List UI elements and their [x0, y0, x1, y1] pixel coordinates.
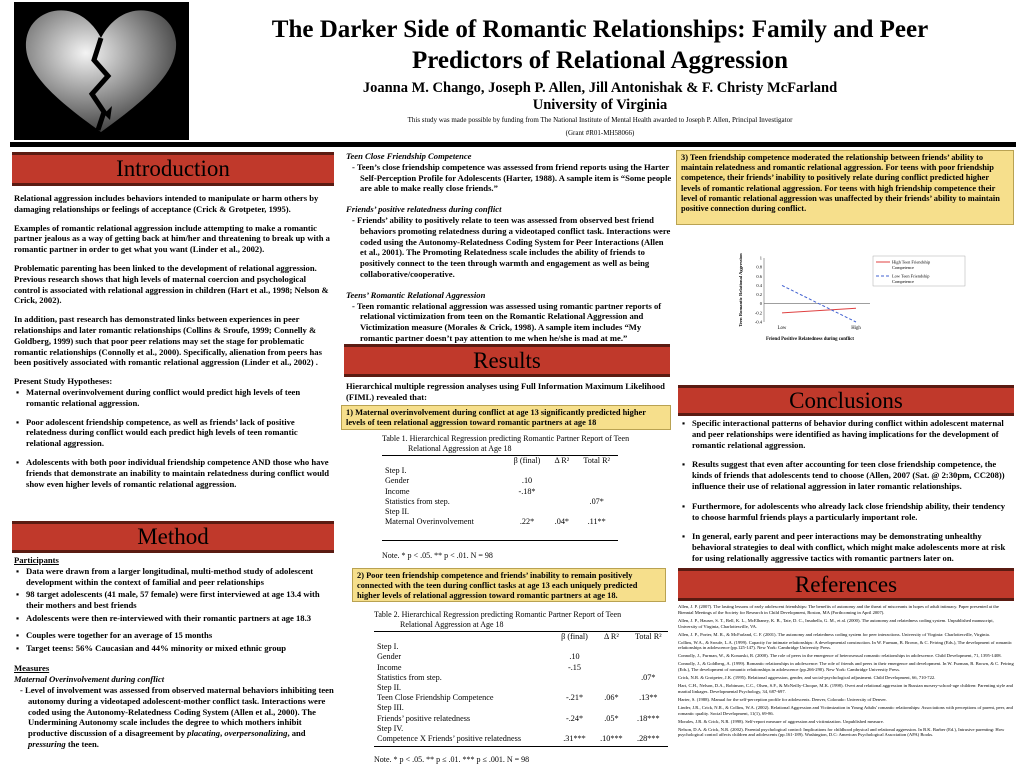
reference-item: Connolly, J., & Goldberg, A. (1999). Romantic relationships in adolescence: The role of friends and peers in their emergence and development. In W. Furman, B. Brown, & C. Feiring (Eds.), The development of romantic relationships in adolescence (pp.266-290). New York: Cambridge University Press.	[678, 661, 1014, 673]
table-row: Income -.15	[377, 662, 581, 672]
list-item: ▪ Target teens: 56% Caucasian and 44% minority or mixed ethnic group	[14, 643, 336, 654]
measure-description: - Level of involvement was assessed from observed maternal behaviors inhibiting teen autonomy during a videotaped adolescent-mother conflict task. Interactions were coded using the Autonomy-Relatedness Coding System (Allen et al., 2000). The Undermining Autonomy scale includes the degree to which mothers inhibit productive discussion of a disagreement by placating, overpersonalizing, and pressuring the teen.	[20, 684, 334, 749]
list-item: ▪ Specific interactional patterns of behavior during conflict within adolescent maternal and peer relationships were identified as having implications for the development of romantic relational aggression.	[680, 418, 1014, 450]
list-item: ▪ Poor adolescent friendship competence, as well as friends’ lack of positive relatedness during conflict would each predict high levels of teen romantic relational aggression.	[14, 417, 334, 449]
reference-item: Harter, S. (1988). Manual for the self-perception profile for adolescents. Denver, Colorado: University of Denver.	[678, 696, 887, 702]
measure-title: Friends’ positive relatedness during conflict	[346, 204, 502, 215]
table-2	[374, 632, 668, 744]
results-intro: Hierarchical multiple regression analyses using Full Information Maximum Likelihood (FIML) revealed that:	[346, 381, 665, 402]
table-row: Statistics from step. .07*	[385, 496, 604, 506]
table-row: Gender .10	[377, 652, 580, 662]
y-tick-label: -0.4	[754, 319, 762, 325]
table-row: Competence X Friends’ positive relatedness .31*** .10*** .28***	[377, 734, 660, 744]
conclusions-heading: Conclusions	[678, 385, 1014, 416]
measures-heading: Measures	[14, 663, 50, 674]
table-row: Step I.	[377, 642, 399, 652]
list-item: ▪ Results suggest that even after accounting for teen close friendship competence, the kinds of friends that adolescents tend to choose (Allen, 2007 (Sat. @ 2:30pm, CC208)) influence their use of relational aggression in later romantic relationships.	[680, 459, 1014, 491]
interaction-chart	[730, 250, 970, 350]
header-rule	[10, 142, 1016, 147]
participants-list	[14, 566, 336, 654]
legend-label: Competence	[892, 279, 914, 284]
table-row: Teen Close Friendship Competence -.21* .06* .13**	[377, 693, 658, 703]
measure-title: Teens’ Romantic Relational Aggression	[346, 289, 486, 300]
funding-note: This study was made possible by funding from The National Institute of Mental Health awarded to Joseph P. Allen, Principal Investigator (Grant #R01-MH58066)	[407, 116, 793, 137]
introduction-text: Relational aggression includes behaviors intended to manipulate or harm others by damaging relationships or feelings of acceptance (Crick & Grotpeter, 1995). Examples of romantic relational aggression include attempting to make a romantic partner jealous as a way of getting back at him/her and threatening to break up with a romantic partner in order to get what you want (Linder et al., 2002). Problematic parenting has been linked to the development of relational aggression. Previous research shows that high levels of maternal coercion and psychological control is associated with relational aggression in children (Hart et al., 1998; Nelson & Crick, 2002). In addition, past research has demonstrated links between experiences in peer relationships and later romantic relationships (Collins & Sroufe, 1999; Connelly & Goldberg, 1999) such that poor peer relations may set the stage for problematic romantic relationships (Connolly et al., 2000). Specifically, alienation from peers has been positively associated with romantic relational aggression (Linder et al., 2002) . Present Study Hypotheses: ▪ Maternal overinvolvement during conflict would predict high levels of teen romantic relational aggression. ▪ Poor adolescent friendship competence, as well as friends’ lack of positive relatedness during conflict would each predict high levels of teen romantic relational aggression. ▪ Adolescents with both poor individual friendship competence AND those who have friends that demonstrate an inability to maintain relatedness during conflict would show even higher levels of romantic relational aggression.	[14, 193, 334, 493]
legend-label: High Teen Friendship	[892, 259, 931, 265]
measure-description: - Friends’ ability to positively relate to teen was assessed from observed best friend behaviors promoting relatedness during a videotaped conflict task. Interactions were coded using the Autonomy-Relatedness Coding System for Peer Interactions (Allen et al., 2001). The Promoting Relatedness scale includes the ability of friends to positively connect to the teen through warmth and engagement as well as being collaborative/cooperative.	[352, 214, 671, 279]
table-row: Gender .10	[385, 476, 533, 486]
table-1-bottom-rule	[382, 540, 618, 541]
reference-item: Connolly, J., Furman, W., & Konarski, R. (2000). The role of peers in the emergence of heterosexual romantic relationships in adolescence. Child Development, 71, 1395-1408.	[678, 653, 1002, 659]
measure-description: - Teen romantic relational aggression was assessed using romantic partner reports of relational victimization from teen on the Romantic Relational Aggression and Victimization measure (Morales & Crick, 1998). A sample item includes “My romantic partner doesn’t pay attention to me when he/she is mad at me.”	[352, 300, 662, 343]
y-tick-label: -0.2	[754, 310, 762, 316]
reference-item: Morales, J.R. & Crick, N.R. (1998). Self-report measure of aggression and victimization. Unpublished measure.	[678, 718, 884, 724]
list-item: ▪ Data were drawn from a larger longitudinal, multi-method study of adolescent development within the context of familial and peer relationships	[14, 566, 336, 588]
measures-continued	[346, 151, 672, 344]
table-row: Step II.	[385, 507, 410, 517]
x-axis-label: Friend Positive Relatedness during conflict	[766, 337, 854, 342]
poster-header	[0, 0, 1024, 140]
finding-2: 2) Poor teen friendship competence and friends’ inability to remain positively connected with the teen during conflict tasks at age 13 each uniquely predicted higher levels of relational aggression toward romantic partners at age 18.	[352, 568, 666, 602]
hypotheses-heading: Present Study Hypotheses:	[14, 376, 113, 387]
table-row: Step IV.	[377, 723, 404, 733]
conclusions-list	[680, 418, 1014, 564]
x-tick-label: Low	[777, 326, 787, 331]
table-row: Statistics from step. .07*	[377, 672, 656, 682]
list-item: ▪ Couples were together for an average of 15 months	[14, 630, 336, 641]
y-tick-label: 0.4	[756, 282, 762, 288]
reference-item: Hart, C.H., Nelson, D.A., Robinson, C.C., Olsen, S.F., & McNeilly-Choque, M.K. (1998). Overt and relational aggression in Russian nursery-school-age children: Parenting style and marital linkages. Developmental Psychology, 34, 687-697.	[678, 683, 1013, 694]
y-tick-label: 0	[759, 301, 762, 307]
table-row: Step III.	[377, 703, 404, 713]
y-tick-label: 0.6	[756, 273, 762, 279]
conclusions-text	[680, 418, 1014, 568]
introduction-heading: Introduction	[12, 152, 334, 186]
legend-label: Competence	[892, 265, 914, 270]
results-heading: Results	[344, 344, 670, 377]
table-row: Maternal Overinvolvement .22* .04* .11**	[385, 517, 606, 527]
table-2-title: Table 2. Hierarchical Regression predicting Romantic Partner Report of Teen Relational Aggression at Age 18	[374, 610, 622, 629]
y-axis-label: Teen Romantic Relational Aggression	[738, 253, 743, 327]
reference-item: Crick, N.R. & Grotpeter, J.K. (1995). Relational aggression, gender, and social-psychological adjustment. Child Development, 66, 710-722.	[678, 675, 936, 681]
broken-heart-icon	[14, 2, 189, 140]
method-heading: Method	[12, 521, 334, 553]
reference-item: Allen, J. P., Hauser, S. T., Bell, K. L., McElhaney, K. B., Tate, D. C., Insabella, G. M., et al. (2000). The autonomy and relatedness coding system. Unpublished manuscript, University of Virginia, Charlottesville, VA.	[678, 617, 994, 629]
table-2-bottom-rule	[374, 746, 668, 747]
list-item: ▪ Adolescents were then re-interviewed with their romantic partners at age 18.3	[14, 613, 336, 624]
list-item: ▪ In general, early parent and peer interactions may be demonstrating unhealthy behavioral strategies to deal with conflict, which might make adolescents more at risk for using relationally aggressive tactics with romantic partners later on.	[680, 531, 1014, 563]
table-header-row: β (final) Δ R² Total R²	[513, 456, 611, 465]
reference-item: Allen, J. P. (2007). The lasting lessons of early adolescent friendships: The benefits of autonomy and the threat of miscreants in hopes of adult intimacy. Paper presented at the Biennial Meetings of the Society for Research in Child Development, Boston, MA (Forthcoming in April 2007).	[678, 604, 999, 615]
finding-1: 1) Maternal overinvolvement during conflict at age 13 significantly predicted higher levels of teen relational aggression toward romantic partners at age 18	[341, 405, 671, 430]
series-line	[782, 308, 856, 313]
references-heading: References	[678, 568, 1014, 601]
measure-title: Teen Close Friendship Competence	[346, 151, 472, 161]
table-1-title: Table 1. Hierarchical Regression predicting Romantic Partner Report of Teen Relational Aggression at Age 18	[382, 434, 630, 453]
participants-heading: Participants	[14, 555, 59, 565]
table-1-note: Note. * p < .05. ** p < .01. N = 98	[382, 551, 493, 560]
legend-label: Low Teen Friendship	[892, 273, 930, 279]
list-item: ▪ Adolescents with both poor individual friendship competence AND those who have friends that demonstrate an inability to maintain relatedness during conflict would show even higher levels of romantic relational aggression.	[14, 457, 334, 489]
table-row: Step I.	[385, 466, 407, 476]
poster-title: The Darker Side of Romantic Relationships: Family and Peer Predictors of Relational Aggression	[271, 16, 929, 74]
y-tick-label: 1	[759, 255, 762, 261]
table-row: Income -.18*	[385, 486, 536, 496]
x-tick-label: High	[851, 326, 861, 331]
table-2-note: Note. * p < .05. ** p ≤ .01. *** p ≤ .001. N = 98	[374, 755, 530, 764]
list-item: ▪ Maternal overinvolvement during conflict would predict high levels of teen romantic relational aggression.	[14, 387, 334, 409]
reference-item: Allen, J. P., Porter, M. R., & McFarland, C. F. (2001). The autonomy and relatedness coding system for peer interactions. University of Virginia: Charlottesville, Virginia.	[678, 631, 990, 637]
table-row: Friends’ positive relatedness -.24* .05* .18***	[377, 713, 660, 723]
reference-item: Nelson, D.A. & Crick, N.R. (2002). Parental psychological control: Implications for childhood physical and relational aggression. In B.K. Barber (Ed.), Intrusive parenting: How psychological control affects children and adolescents (pp.161-189). Washington, D.C: American Psychological Association (APA) Books.	[678, 726, 1005, 738]
references-list	[678, 604, 1014, 740]
poster-authors: Joanna M. Chango, Joseph P. Allen, Jill Antonishak & F. Christy McFarland University of Virginia	[362, 80, 838, 113]
y-tick-label: 0.2	[756, 292, 762, 298]
list-item: ▪ 98 target adolescents (41 male, 57 female) were first interviewed at age 13.4 with their mothers and best friends	[14, 589, 336, 611]
finding-3: 3) Teen friendship competence moderated the relationship between friends’ ability to maintain relatedness and romantic relational aggression. For teens with poor friendship competence, their friends’ inability to positively relate during conflict predicted higher levels of romantic relational aggression. For teens with high friendship competence their level of romantic relational aggression was unaffected by their friends’ ability to maintain positive connection during conflict.	[676, 150, 1014, 225]
list-item: ▪ Furthermore, for adolescents who already lack close friendship ability, their tendency to choose harmful friends plays a particularly important role.	[680, 501, 1014, 523]
table-row: Step II.	[377, 683, 402, 693]
measure-title: Maternal Overinvolvement during conflict	[14, 674, 165, 685]
measure-description: - Teen’s close friendship competence was assessed from friend reports using the Harter Self-Perception Profile for Adolescents (Harter, 1988). A sample item is “Some people are able to make really close friends.”	[352, 161, 672, 194]
table-header-row: β (final) Δ R² Total R²	[561, 632, 662, 641]
table-1	[382, 456, 618, 527]
reference-item: Linder, J.R., Crick, N.R., & Collins, W.A. (2002). Relational Aggression and Victimization in Young Adults' romantic relationships: Associations with perceptions of parent, peer, and romantic quality. Social Development, 11(1), 69-86.	[678, 704, 1013, 716]
hypotheses-list	[14, 387, 334, 489]
y-tick-label: 0.8	[756, 264, 762, 270]
method-text	[14, 555, 336, 750]
reference-item: Collins, W.A., & Sroufe, L.A. (1999). Capacity for intimate relationships: A developmental construction. In W. Furman, B. Brown, & C. Feiring (Eds.), The development of romantic relationships in adolescence (pp.125-147). New York: Cambridge University Press.	[678, 639, 1013, 651]
